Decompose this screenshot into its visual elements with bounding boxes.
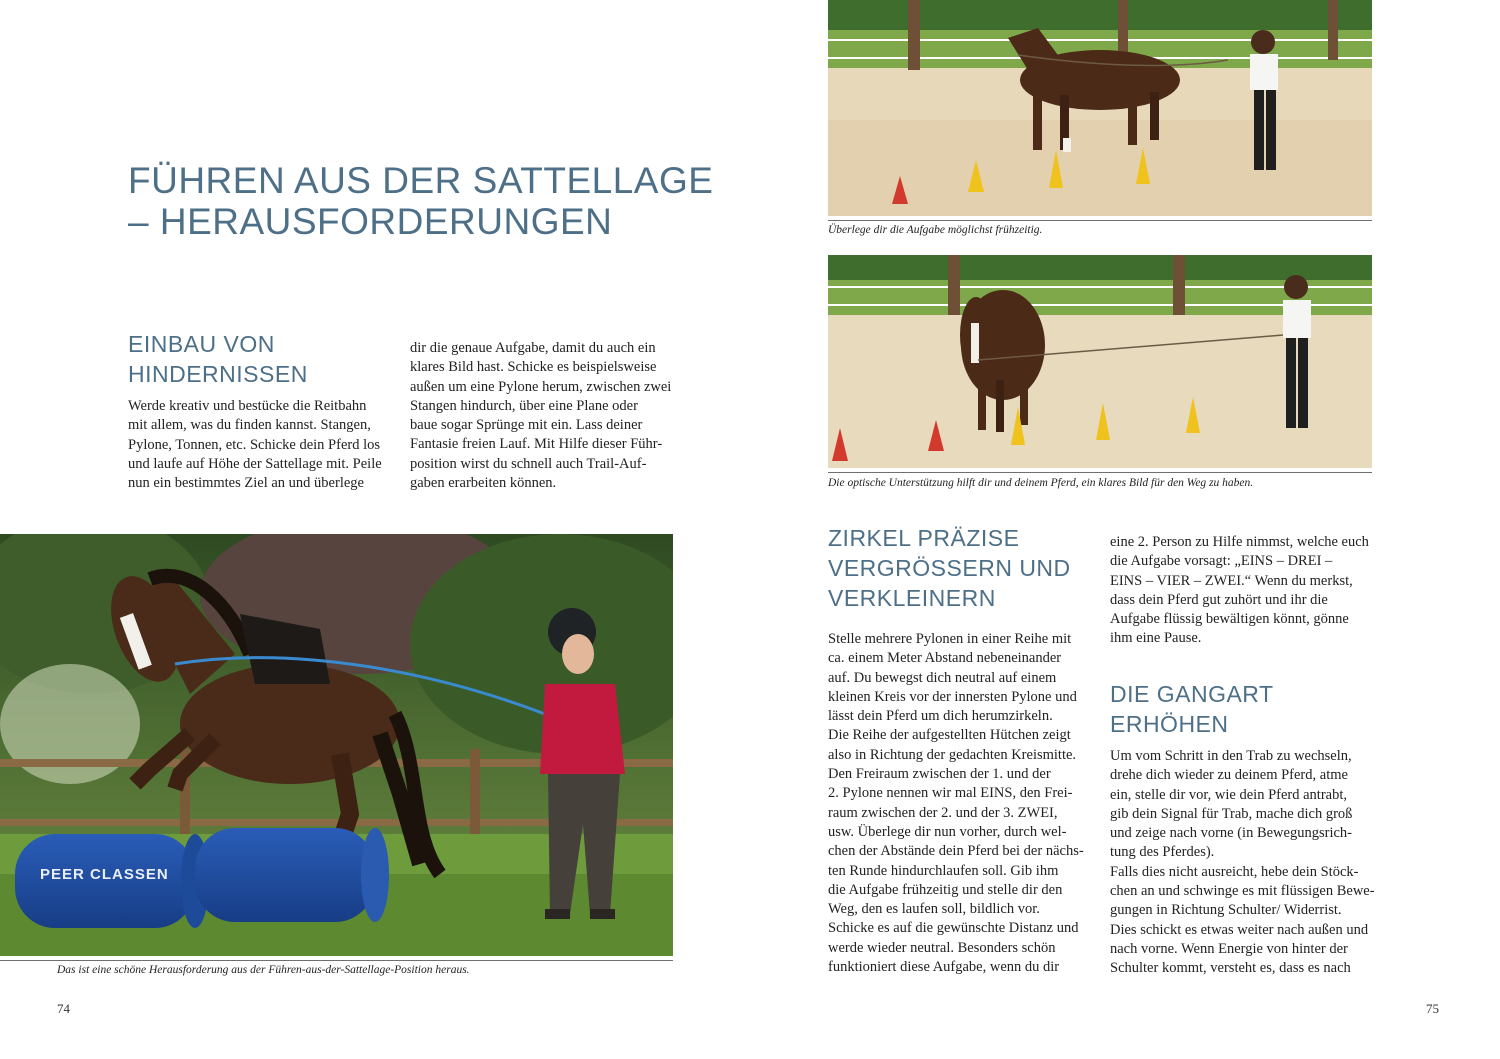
caption-rule — [0, 960, 673, 961]
text-column-3: Stelle mehrere Pylonen in einer Reihe mit ca. einem Meter Abstand nebeneinander auf. Du bewegst dich neutral auf einem kleinen Kreis vor der innersten Pylone und lässt dein Pferd um dich herumzirkeln. Die Reihe der aufgestellten Hütchen zeigt also in Richtung der gedachten Kreismitte. Den Freiraum zwischen der 1. und der 2. Pylone nennen wir mal EINS, den Frei- raum zwischen der 2. und der 3. ZWEI, usw. Überlege dir nun vorher, durch wel- chen der Abstände dein Pferd bei der nächs- ten Runde hindurchlaufen soll. Gib ihm die Aufgabe frühzeitig und stelle dir den Weg, den es laufen soll, bildlich vor. Schicke es auf die gewünschte Distanz und werde wieder neutral. Besonders schön funktioniert diese Aufgabe, wenn du dir — [828, 631, 1084, 976]
title-line: – HERAUSFORDERUNGEN — [128, 201, 613, 242]
section-heading-gait: DIE GANGART ERHÖHEN — [1110, 681, 1274, 737]
photo-caption: Das ist eine schöne Herausforderung aus der Führen-aus-der-Sattellage-Position heraus. — [57, 964, 470, 976]
photo-horse-cones-circle — [828, 255, 1372, 468]
caption-rule — [828, 472, 1372, 473]
section-heading-circle: ZIRKEL PRÄZISE VERGRÖSSERN UND VERKLEINERN — [828, 525, 1071, 611]
photo-horse-jumping-barrels — [0, 534, 673, 956]
text-column-2: dir die genaue Aufgabe, damit du auch ein klares Bild hast. Schicke es beispielsweise außen um eine Pylone herum, zwischen zwei Stangen hindurch, über eine Plane oder baue sogar Sprünge mit ein. Lass deiner Fantasie freien Lauf. Mit Hilfe dieser Führ- position wirst du schnell auch Trail-Auf- gaben erarbeiten können. — [410, 340, 672, 492]
title-line: FÜHREN AUS DER SATTELLAGE — [128, 160, 714, 201]
page-number-left: 74 — [57, 1001, 70, 1016]
text-column-1: Werde kreativ und bestücke die Reitbahn mit allem, was du finden kannst. Stangen, Pylone, Tonnen, etc. Schicke dein Pferd los und laufe auf Höhe der Sattellage mit. Peile nun ein bestimmtes Ziel an und überlege — [128, 398, 382, 492]
text-column-5: Um vom Schritt in den Trab zu wechseln, drehe dich wieder zu deinem Pferd, atme ein, stelle dir vor, wie dein Pferd antrabt, gib dein Signal für Trab, mache dich groß und zeige nach vorne (in Bewegungsrich- tung des Pferdes). Falls dies nicht ausreicht, hebe dein Stöck- chen an und schwinge es mit flüssigen Bewe- gungen in Richtung Schulter/ Widerrist. Dies schickt es etwas weiter nach außen und nach vorne. Wenn Energie von hinter der Schulter kommt, versteht es, dass es nach — [1110, 748, 1375, 977]
photo-horse-walking-cones — [828, 0, 1372, 216]
photo-caption-1: Überlege dir die Aufgabe möglichst frühzeitig. — [828, 224, 1043, 236]
photo-caption-2: Die optische Unterstützung hilft dir und deinem Pferd, ein klares Bild für den Weg zu haben. — [828, 477, 1254, 489]
text-column-4: eine 2. Person zu Hilfe nimmst, welche euch die Aufgabe vorsagt: „EINS – DREI – EINS – VIER – ZWEI.“ Wenn du merkst, dass dein Pferd gut zuhört und ihr die Aufgabe flüssig bewältigen könnt, gönne ihm eine Pause. — [1110, 534, 1369, 647]
barrel-label: PEER CLASSEN — [40, 866, 169, 883]
page-number-right: 75 — [1426, 1001, 1439, 1016]
section-heading-obstacles: EINBAU VON HINDERNISSEN — [128, 331, 308, 387]
caption-rule — [828, 220, 1372, 221]
page-title — [128, 160, 728, 242]
